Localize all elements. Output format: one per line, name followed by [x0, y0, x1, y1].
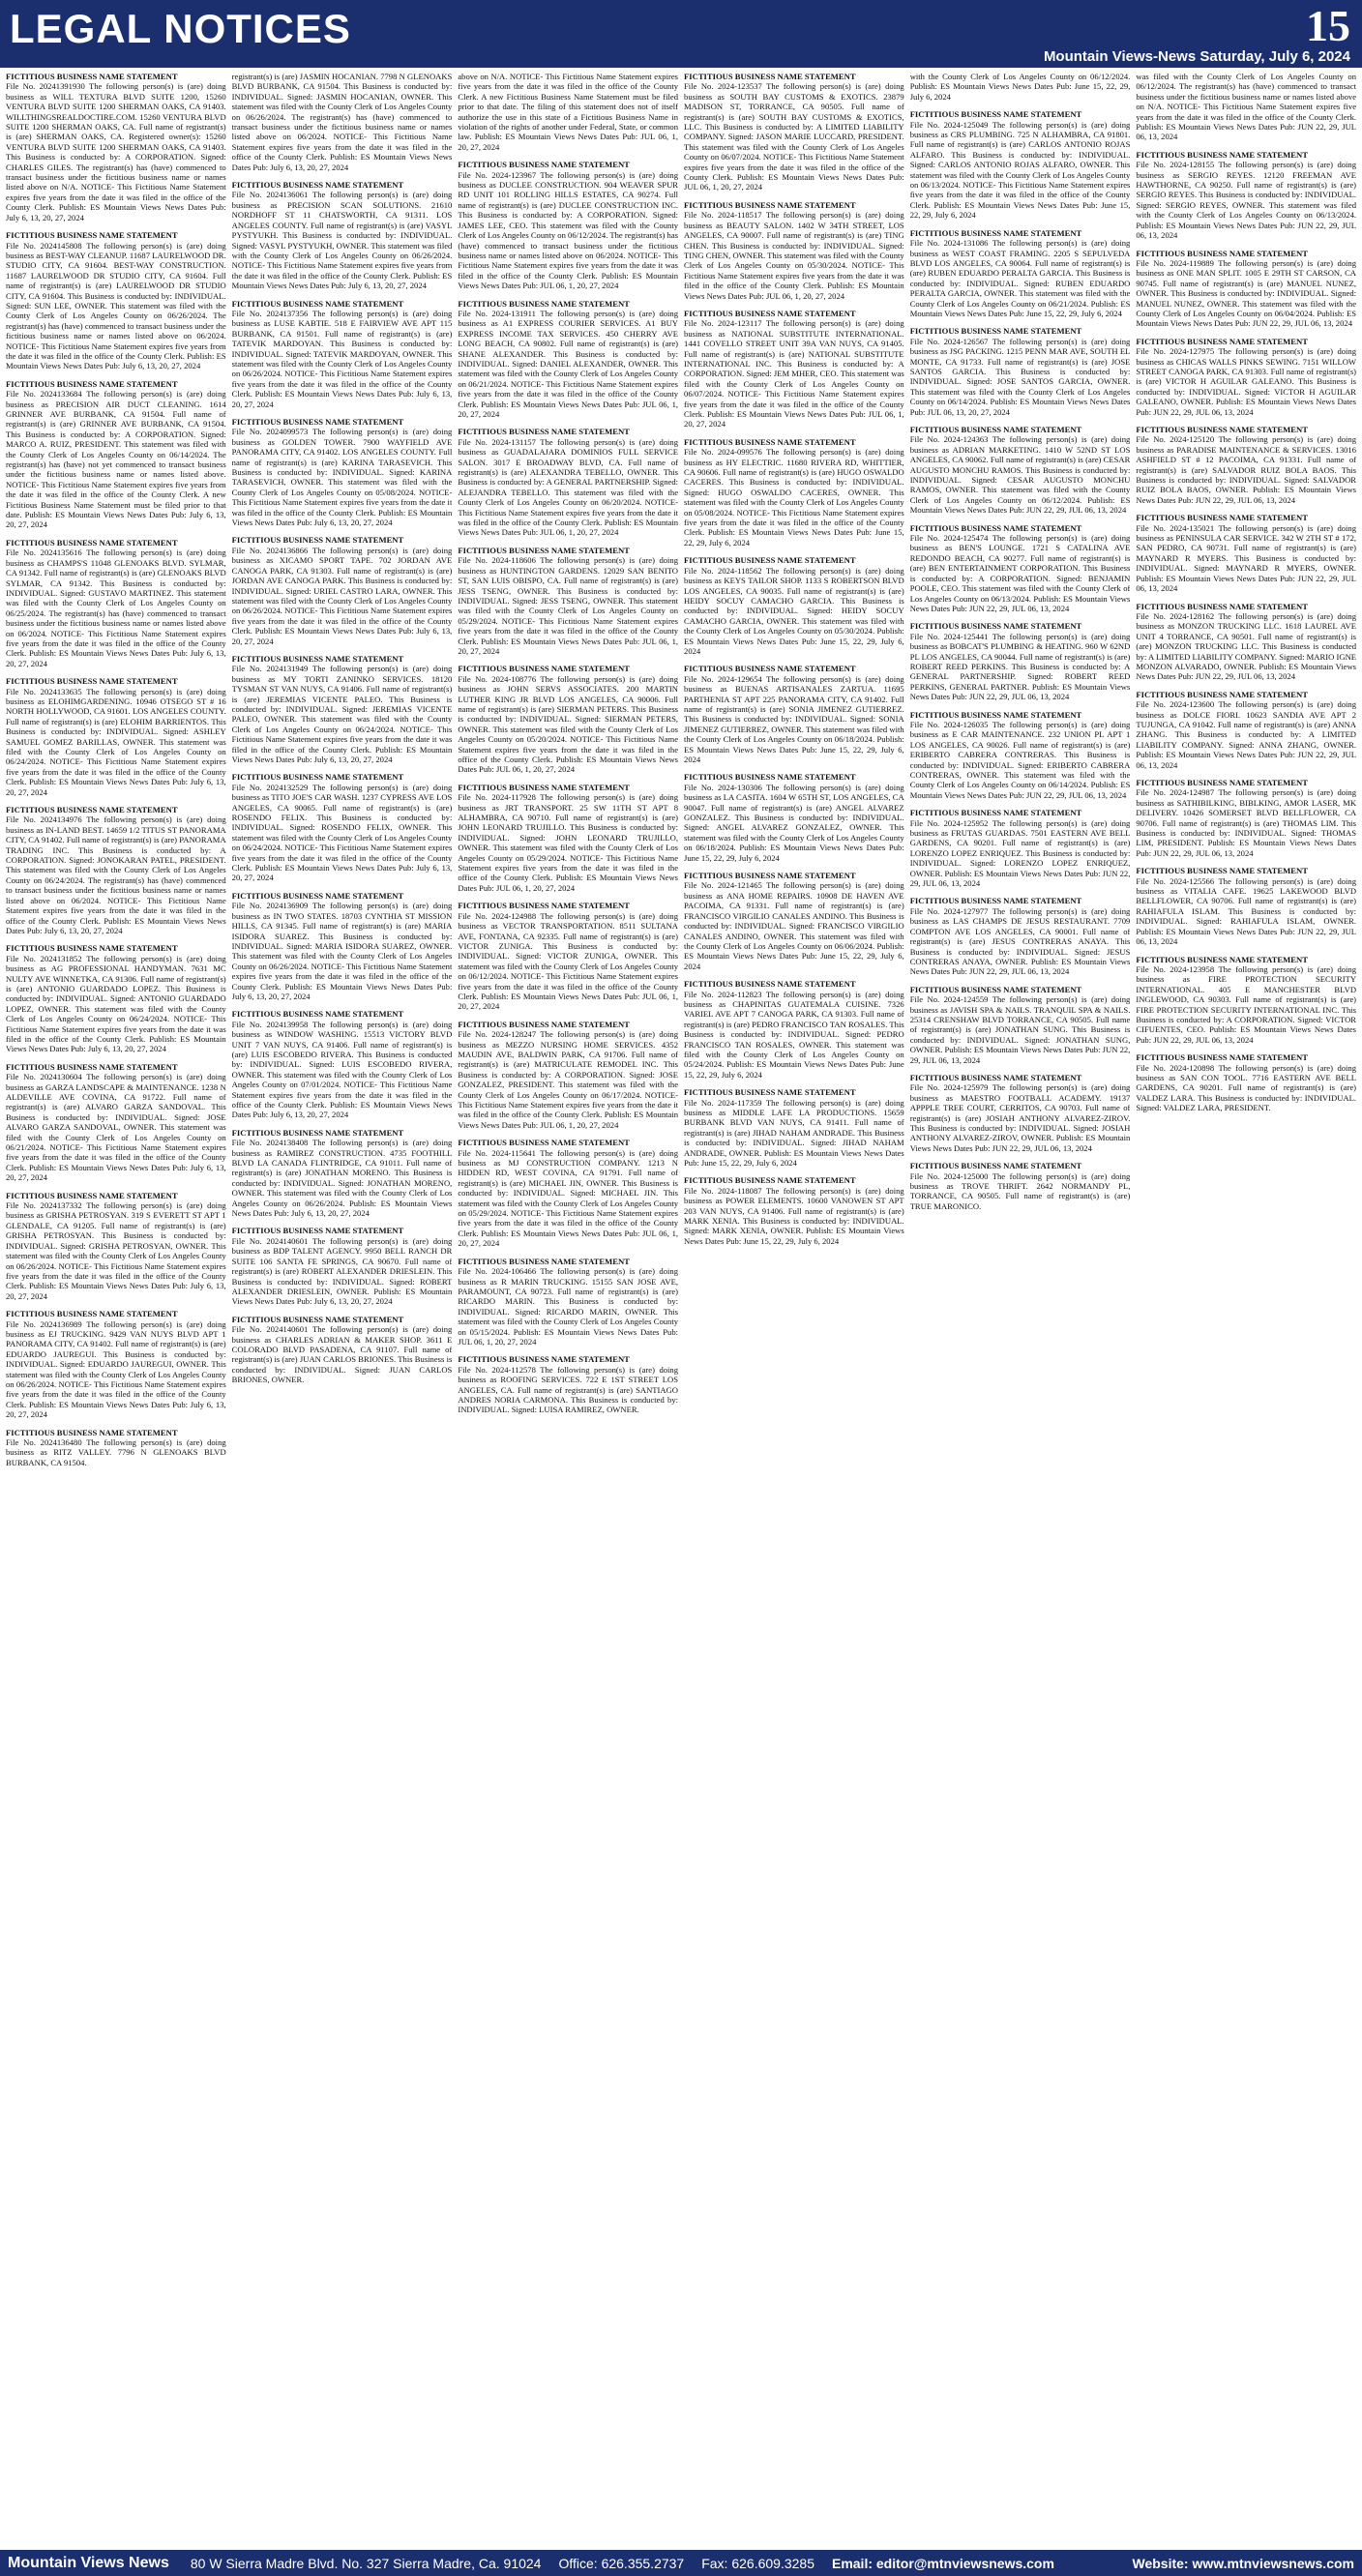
notice-body: File No. 2024099573 The following person(s) is (are) doing business as GOLDEN TOWER. 7900 WAYFIELD AVE PANORAMA CITY, CA 91402. LOS ANGELES COUNTY. Full name of registrant(s) is (are) KARINA TARASEVICH. This Business is conducted by: INDIVIDUAL. Signed: KARINA TARASEVICH, OWNER. This statement was filed with the County Clerk of Los Angeles County on 05/08/2024. NOTICE- This Fictitious Name Statement expires five years from the date it was filed in the office of the County Clerk. Publish: ES Mountain Views News Dates Pub: July 6, 13, 20, 27, 2024 — [231, 427, 453, 528]
notice-title: FICTITIOUS BUSINESS NAME STATEMENT — [6, 1309, 178, 1319]
notice-body: File No. 2024-123537 The following person(s) is (are) doing business as SOUTH BAY CUSTOMS & EXOTICS. 23879 MADISON ST, TORRANCE, CA 90505. Full name of registrant(s) is (are) SOUTH BAY CUSTOMS & EXOTICS, LLC. This Business is conducted by: A LIMITED LIABILITY COMPANY. Signed: JASON MARIE LUCCARD, PRESIDENT. This statement was filed with the County Clerk of Los Angeles County on 06/07/2024. NOTICE- This Fictitious Name Statement expires five years from the date it was filed in the office of the County Clerk. Publish: ES Mountain Views News Dates Pub: JUL 06, 1, 20, 27, 2024 — [684, 81, 904, 192]
legal-notice — [458, 160, 678, 290]
notice-title: FICTITIOUS BUSINESS NAME STATEMENT — [6, 1061, 178, 1072]
legal-notice — [1136, 249, 1356, 329]
legal-notice — [1136, 150, 1356, 241]
notice-title: FICTITIOUS BUSINESS NAME STATEMENT — [909, 808, 1082, 818]
legal-notice — [684, 437, 904, 548]
notice-body: File No. 2024-124988 The following person(s) is (are) doing business as VECTOR TRANSPORTATION. 8511 SULTANA AVE, FONTANA, CA 92335. Full name of registrant(s) is (are) VICTOR ZUNIGA. This Business is conducted by: INDIVIDUAL. Signed: VICTOR ZUNIGA, OWNER. This statement was filed with the County Clerk of Los Angeles County on 06/12/2024. NOTICE- This Fictitious Name Statement expires five years from the date it was filed in the office of the County Clerk. Publish: ES Mountain Views News Dates Pub: JUL 06, 1, 20, 27, 2024 — [458, 910, 679, 1012]
notice-body: File No. 2024136480 The following person(s) is (are) doing business as RITZ VALLEY. 7796 N GLENOAKS BLVD BURBANK, CA 91504. — [6, 1437, 226, 1467]
legal-notice — [684, 772, 904, 863]
legal-notice — [6, 1309, 226, 1419]
notice-title: FICTITIOUS BUSINESS NAME STATEMENT — [684, 1087, 856, 1098]
notice-title: FICTITIOUS BUSINESS NAME STATEMENT — [458, 427, 630, 437]
notice-body: File No. 2024137356 The following person(s) is (are) doing business as LUSE KABTIE. 518 E FAIRVIEW AVE APT 115 BURBANK, CA 91501. Full name of registrant(s) is (are) TATEVIK MARDOYAN. This Business is conducted by: INDIVIDUAL. Signed: TATEVIK MARDOYAN, OWNER. This statement was filed with the County Clerk of Los Angeles County on 06/26/2024. NOTICE- This Fictitious Name Statement expires five years from the date it was filed in the office of the County Clerk. Publish: ES Mountain Views News Dates Pub: July 6, 13, 20, 27, 2024 — [231, 308, 453, 409]
notice-body: File No. 2024136061 The following person(s) is (are) doing business as PRECISION SCAN SOLUTIONS. 21610 NORDHOFF ST 11 CHATSWORTH, CA 91311. LOS ANGELES COUNTY. Full name of registrant(s) is (are) VASYL PYSTYUKH. This Business is conducted by: INDIVIDUAL. Signed: VASYL PYSTYUKH, OWNER. This statement was filed with the County Clerk of Los Angeles County on 06/26/2024. NOTICE- This Fictitious Name Statement expires five years from the date it was filed in the office of the County Clerk. Publish: ES Mountain Views News Dates Pub: July 6, 13, 20, 27, 2024 — [231, 190, 453, 291]
notice-title: FICTITIOUS BUSINESS NAME STATEMENT — [684, 871, 856, 881]
notice-body: File No. 2024-127977 The following person(s) is (are) doing business as LAS CHAMPS DE JESUS RESTAURANT. 7709 COMPTON AVE LOS ANGELES, CA 90001. Full name of registrant(s) is (are) JESUS CONTRERAS ANAYA. This Business is conducted by: INDIVIDUAL. Signed: JESUS CONTRERAS ANAYA, OWNER. Publish: ES Mountain Views News Dates Pub: JUN 22, 29, JUL 06, 13, 2024 — [909, 905, 1131, 977]
notice-title: FICTITIOUS BUSINESS NAME STATEMENT — [6, 676, 178, 687]
notice-title: FICTITIOUS BUSINESS NAME STATEMENT — [909, 896, 1082, 906]
notice-body: File No. 2024-125441 The following person(s) is (are) doing business as BOBCAT'S PLUMBING & HEATING. 960 W 62ND PL LOS ANGELES, CA 90044. Full name of registrant(s) is (are) ROBERT REED PERKINS. This Business is conducted by: A GENERAL PARTNERSHIP. Signed: ROBERT REED PERKINS, GENERAL PARTNER. Publish: ES Mountain Views News Dates Pub: JUN 22, 29, JUL 06, 13, 2024 — [909, 631, 1131, 702]
notice-body: File No. 2024-125979 The following person(s) is (are) doing business as MAESTRO FOOTBALL ACADEMY. 19137 APPPLE TREE COURT, CERRITOS, CA 90703. Full name of registrant(s) is (are) JOSIAH ANTHONY ALVAREZ-ZIROV. This Business is conducted by: INDIVIDUAL. Signed: JOSIAH ANTHONY ALVAREZ-ZIROV, OWNER. Publish: ES Mountain Views News Dates Pub: JUN 22, 29, JUL 06, 13, 2024 — [909, 1082, 1131, 1153]
notice-title: FICTITIOUS BUSINESS NAME STATEMENT — [684, 436, 856, 447]
legal-notice — [232, 1009, 453, 1119]
page-footer — [0, 2550, 1362, 2576]
notice-title: FICTITIOUS BUSINESS NAME STATEMENT — [684, 664, 856, 674]
legal-notice — [910, 425, 1131, 516]
legal-notice — [6, 1062, 226, 1183]
notice-title: FICTITIOUS BUSINESS NAME STATEMENT — [6, 943, 178, 954]
notice-body: File No. 2024-118517 The following person(s) is (are) doing business as BEAUTY SALON. 1402 W 34TH STREET, LOS ANGELES, CA 90007. Full name of registrant(s) is (are) TING CHEN. This Business is conducted by: INDIVIDUAL. Signed: TING CHEN, OWNER. This statement was filed with the County Clerk of Los Angeles County on 05/30/2024. NOTICE- This Fictitious Name Statement expires five years from the date it was filed in the office of the County Clerk. Publish: ES Mountain Views News Dates Pub: JUL 06, 1, 20, 27, 2024 — [684, 210, 904, 301]
notice-body: File No. 2024134976 The following person(s) is (are) doing business as IN-LAND BEST. 14659 1/2 TITUS ST PANORAMA CITY, CA 91402. Full name of registrant(s) is (are) PANORAMA TRADING INC. This Business is conducted by: A CORPORATION. Signed: JONOKARAN PATEL, PRESIDENT. This statement was filed with the County Clerk of Los Angeles County on 06/24/2024. The registrant(s) has (have) commenced to transact business under the fictitious business name or names listed above on 06/2024. NOTICE- This Fictitious Name Statement expires five years from the date it was filed in the office of the County Clerk. Publish: ES Mountain Views News Dates Pub: July 6, 13, 20, 27, 2024 — [6, 814, 226, 935]
section-title: LEGAL NOTICES — [10, 6, 351, 51]
notice-title: FICTITIOUS BUSINESS NAME STATEMENT — [458, 1256, 630, 1266]
notice-title: FICTITIOUS BUSINESS NAME STATEMENT — [909, 109, 1082, 120]
legal-notice — [6, 676, 226, 797]
notice-body: File No. 2024-126035 The following person(s) is (are) doing business as E CAR MAINTENANCE. 232 UNION PL APT 1 LOS ANGELES, CA 90026. Full name of registrant(s) is (are) ERIBERTO CABRERA CONTRERAS. This Business is conducted by: INDIVIDUAL. Signed: ERIBERTO CABRERA CONTRERAS, OWNER. This statement was filed with the County Clerk of Los Angeles County on 06/14/2024. Publish: ES Mountain Views News Dates Pub: JUN 22, 29, JUL 06, 13, 2024 — [909, 719, 1131, 800]
notice-body: with the County Clerk of Los Angeles County on 06/12/2024. Publish: ES Mountain Views News Dates Pub: June 15, 22, 29, July 6, 2024 — [909, 72, 1131, 102]
notice-title: FICTITIOUS BUSINESS NAME STATEMENT — [231, 1009, 404, 1020]
legal-notice — [232, 417, 453, 527]
notice-body: File No. 2024-129654 The following person(s) is (are) doing business as BUENAS ARTISANALES ZARTUA. 11695 PARTHENIA ST APT 225 PANORAMA CITY, CA 91402. Full name of registrant(s) is (are) SONIA JIMENEZ GUTIERREZ. This Business is conducted by: INDIVIDUAL. Signed: SONIA JIMENEZ GUTIERREZ, OWNER. This statement was filed with the County Clerk of Los Angeles County on 06/18/2024. Publish: ES Mountain Views News Dates Pub: June 15, 22, 29, July 6, 2024 — [684, 673, 904, 764]
legal-notice — [1136, 513, 1356, 593]
footer-brand: Mountain Views News — [8, 2554, 169, 2571]
footer-email[interactable]: Email: editor@mtnviewsnews.com — [831, 2555, 1054, 2571]
notice-title: FICTITIOUS BUSINESS NAME STATEMENT — [684, 72, 856, 81]
legal-notice — [458, 664, 678, 774]
notice-body: File No. 2024-123958 The following person(s) is (are) doing business as FIRE PROTECTION SECURITY INTERNATIONAL. 405 E MANCHESTER BLVD INGLEWOOD, CA 90303. Full name of registrant(s) is (are) FIRE PROTECTION SECURITY INTERNATIONAL INC. This Business is conducted by: A CORPORATION. Signed: VICTOR CIFUENTES, CEO. Publish: ES Mountain Views News Dates Pub: JUN 22, 29, JUL 06, 13, 2024 — [1136, 963, 1356, 1045]
legal-notice — [1136, 955, 1356, 1046]
notice-body: File No. 2024-118606 The following person(s) is (are) doing business as HUNTINGTON GARDENS. 12029 SAN BENITO ST, SAN LUIS OBISPO, CA. Full name of registrant(s) is (are) JESS TSENG, OWNER. This Business is conducted by: INDIVIDUAL. Signed: JESS TSENG, OWNER. This statement was filed with the County Clerk of Los Angeles County on 05/29/2024. NOTICE- This Fictitious Name Statement expires five years from the date it was filed in the office of the County Clerk. Publish: ES Mountain Views News Dates Pub: JUL 06, 1, 20, 27, 2024 — [458, 555, 679, 656]
notice-title: FICTITIOUS BUSINESS NAME STATEMENT — [909, 621, 1082, 632]
notice-title: FICTITIOUS BUSINESS NAME STATEMENT — [909, 984, 1082, 994]
notice-title: FICTITIOUS BUSINESS NAME STATEMENT — [6, 72, 178, 81]
notice-body: File No. 2024-121465 The following person(s) is (are) doing business as ANA HOME REPAIRS. 10908 DE HAVEN AVE PACOIMA, CA 91331. Full name of registrant(s) is (are) FRANCISCO VIRGILIO CANALES ANDINO. This Business is conducted by: INDIVIDUAL. Signed: FRANCISCO VIRGILIO CANALES ANDINO, OWNER. This statement was filed with the County Clerk of Los Angeles County on 06/06/2024. Publish: ES Mountain Views News Dates Pub: June 15, 22, 29, July 6, 2024 — [684, 880, 904, 971]
notice-title: FICTITIOUS BUSINESS NAME STATEMENT — [684, 1175, 856, 1186]
legal-notice — [1136, 425, 1356, 505]
notice-title: FICTITIOUS BUSINESS NAME STATEMENT — [1136, 778, 1308, 787]
column-5 — [910, 72, 1131, 2548]
legal-notice — [910, 621, 1131, 701]
notice-title: FICTITIOUS BUSINESS NAME STATEMENT — [1136, 1052, 1308, 1063]
notice-body: File No. 2024130604 The following person(s) is (are) doing business as GARZA LANDSCAPE & MAINTENANCE. 1238 N ALDEVILLE AVE COVINA, CA 91722. Full name of registrant(s) is (are) ALVARO GARZA SANDOVAL. This Business is conducted by: INDIVIDUAL. Signed: JOSE ALVARO GARZA SANDOVAL, OWNER. This statement was filed with the County Clerk of Los Angeles County on 06/21/2024. NOTICE- This Fictitious Name Statement expires five years from the date it was filed in the office of the County Clerk. Publish: ES Mountain Views News Dates Pub: July 6, 13, 20, 27, 2024 — [6, 1072, 226, 1183]
page-header — [0, 0, 1362, 68]
notice-body: File No. 2024-125049 The following person(s) is (are) doing business as CRS PLUMBING. 725 N ALHAMBRA, CA 91801. Full name of registrant(s) is (are) CARLOS ANTONIO ROJAS ALFARO. This Business is conducted by: INDIVIDUAL. Signed: CARLOS ANTONIO ROJAS ALFARO, OWNER. This statement was filed with the County Clerk of Los Angeles County on 06/13/2024. NOTICE- This Fictitious Name Statement expires five years from the date it was filed in the office of the County Clerk. Publish: ES Mountain Views News Dates Pub: June 15, 22, 29, July 6, 2024 — [909, 119, 1131, 221]
notice-title: FICTITIOUS BUSINESS NAME STATEMENT — [909, 709, 1082, 720]
notice-body: File No. 2024-124363 The following person(s) is (are) doing business as ADRIAN MARKETING. 1410 W 52ND ST LOS ANGELES, CA 90062. Full name of registrant(s) is (are) CESAR AUGUSTO MONCHU RAMOS. This Business is conducted by: INDIVIDUAL. Signed: CESAR AUGUSTO MONCHU RAMOS, OWNER. This statement was filed with the County Clerk of Los Angeles County on 06/12/2024. Publish: ES Mountain Views News Dates Pub: JUN 22, 29, JUL 06, 13, 2024 — [909, 434, 1131, 516]
notice-body: File No. 2024-135021 The following person(s) is (are) doing business as PENINSULA CAR SERVICE. 342 W 2TH ST # 172, SAN PEDRO, CA 90731. Full name of registrant(s) is (are) MAYNARD R MYERS. This Business is conducted by: INDIVIDUAL. Signed: MAYNARD R MYERS, OWNER. Publish: ES Mountain Views News Dates Pub: JUN 22, 29, JUL 06, 13, 2024 — [1136, 522, 1356, 594]
notice-body: File No. 2024-125566 The following person(s) is (are) doing business as VITALIA CAFE. 19625 LAKEWOOD BLVD BELLFLOWER, CA 90706. Full name of registrant(s) is (are) RAHIAFULA ISLAM. This Business is conducted by: INDIVIDUAL. Signed: RAHIAFULA ISLAM, OWNER. Publish: ES Mountain Views News Dates Pub: JUN 22, 29, JUL 06, 13, 2024 — [1136, 875, 1356, 947]
notice-body: File No. 2024-115641 The following person(s) is (are) doing business as MJ CONSTRUCTION COMPANY. 1213 N HIDDEN RD, WEST COVINA, CA 91791. Full name of registrant(s) is (are) MICHAEL JIN, OWNER. This Business is conducted by: INDIVIDUAL. Signed: MICHAEL JIN. This statement was filed with the County Clerk of Los Angeles County on 05/29/2024. NOTICE- This Fictitious Name Statement expires five years from the date it was filed in the office of the County Clerk. Publish: ES Mountain Views News Dates Pub: JUL 06, 1, 20, 27, 2024 — [458, 1147, 679, 1249]
footer-fax: Fax: 626.609.3285 — [701, 2555, 814, 2571]
column-6 — [1136, 72, 1356, 2548]
notice-body: File No. 2024-128247 The following person(s) is (are) doing business as MEZZO NURSING HOME SERVICES. 4352 MAUDIN AVE, BALDWIN PARK, CA 91706. Full name of registrant(s) is (are) MATRICULATE REMODEL INC. This Business is conducted by: A CORPORATION. Signed: JOSE GONZALEZ, PRESIDENT. This statement was filed with the County Clerk of Los Angeles County on 06/17/2024. NOTICE- This Fictitious Name Statement expires five years from the date it was filed in the office of the County Clerk. Publish: ES Mountain Views News Dates Pub: JUL 06, 1, 20, 27, 2024 — [458, 1029, 679, 1130]
legal-notice — [910, 109, 1131, 220]
legal-notice — [458, 72, 678, 152]
legal-notice — [684, 1175, 904, 1246]
legal-notice — [232, 1226, 453, 1306]
notice-title: FICTITIOUS BUSINESS NAME STATEMENT — [458, 298, 630, 309]
notice-body: File No. 2024-131911 The following person(s) is (are) doing business as A1 EXPRESS COURIER SERVICES. A1 BUY EXPRESS INCOME TAX SERVICES. 450 CHERRY AVE LONG BEACH, CA 90802. Full name of registrant(s) is (are) SHANE ALEXANDER. This Business is conducted by: INDIVIDUAL. Signed: DANIEL ALEXANDER, OWNER. This statement was filed with the County Clerk of Los Angeles County on 06/21/2024. NOTICE- This Fictitious Name Statement expires five years from the date it was filed in the office of the County Clerk. Publish: ES Mountain Views News Dates Pub: JUL 06, 1, 20, 27, 2024 — [458, 308, 679, 419]
legal-notice — [458, 901, 678, 1011]
notice-body: File No. 2024132529 The following person(s) is (are) doing business as TITO JOE'S CAR WASH. 1237 CYPRESS AVE LOS ANGELES, CA 90065. Full name of registrant(s) is (are) ROSENDO FELIX. This Business is conducted by: INDIVIDUAL. Signed: ROSENDO FELIX, OWNER. This statement was filed with the County Clerk of Los Angeles County on 06/24/2024. NOTICE- This Fictitious Name Statement expires five years from the date it was filed in the office of the County Clerk. Publish: ES Mountain Views News Dates Pub: July 6, 13, 20, 27, 2024 — [231, 782, 453, 883]
notice-body: File No. 2024-119889 The following person(s) is (are) doing business as ONE MAN SPLIT. 1005 E 29TH ST CARSON, CA 90745. Full name of registrant(s) is (are) MANUEL NUNEZ, OWNER. This Business is conducted by: INDIVIDUAL. Signed: MANUEL NUNEZ, OWNER. This statement was filed with the County Clerk of Los Angeles County on 06/04/2024. Publish: ES Mountain Views News Dates Pub: JUN 22, 29, JUL 06, 13, 2024 — [1136, 257, 1356, 329]
legal-notice — [232, 299, 453, 409]
legal-notice — [684, 200, 904, 301]
notice-body: above on N/A. NOTICE- This Fictitious Name Statement expires five years from the date it was filed in the office of the County Clerk. A new Fictitious Business Name Statement must be filed prior to that date. The filing of this statement does not of itself authorize the use in this state of a Fictitious Business Name in violation of the rights of another under Federal, State, or common law. Publish: ES Mountain Views News Dates Pub: JUL 06, 1, 20, 27, 2024 — [458, 72, 679, 152]
legal-notice — [232, 180, 453, 290]
legal-notice — [6, 230, 226, 371]
notice-title: FICTITIOUS BUSINESS NAME STATEMENT — [231, 1226, 404, 1236]
legal-notice — [684, 664, 904, 764]
notice-title: FICTITIOUS BUSINESS NAME STATEMENT — [231, 1314, 404, 1324]
legal-notice — [910, 1161, 1131, 1211]
notice-title: FICTITIOUS BUSINESS NAME STATEMENT — [458, 901, 630, 911]
legal-notice — [458, 1138, 678, 1248]
notice-columns — [6, 72, 1356, 2548]
notice-body: File No. 2024-131086 The following person(s) is (are) doing business as WEST COAST FRAMING. 2205 S SEPULVEDA BLVD LOS ANGELES, CA 90064. Full name of registrant(s) is (are) RUBEN EDUARDO PERALTA GARCIA. This Business is conducted by: INDIVIDUAL. Signed: RUBEN EDUARDO PERALTA GARCIA, OWNER. This statement was filed with the County Clerk of Los Angeles County on 06/21/2024. Publish: ES Mountain Views News Dates Pub: June 15, 22, 29, July 6, 2024 — [909, 238, 1131, 318]
notice-title: FICTITIOUS BUSINESS NAME STATEMENT — [231, 772, 404, 783]
legal-notice — [458, 546, 678, 656]
legal-notice — [1136, 72, 1356, 142]
notice-title: FICTITIOUS BUSINESS NAME STATEMENT — [1136, 149, 1308, 160]
legal-notice — [458, 1257, 678, 1347]
notice-body: File No. 2024-125120 The following person(s) is (are) doing business as PARADISE MAINTENANCE & SERVICES. 13016 ASHFIELD ST # 12 PACOIMA, CA 91331. Full name of registrant(s) is (are) SALVADOR RUIZ BOLA BAOS. This Business is conducted by: INDIVIDUAL. Signed: SALVADOR RUIZ BOLA BAOS, OWNER. Publish: ES Mountain Views News Dates Pub: JUN 22, 29, JUL 06, 13, 2024 — [1136, 434, 1356, 505]
notice-body: File No. 2024-106466 The following person(s) is (are) doing business as R MARIN TRUCKING. 15155 SAN JOSE AVE, PARAMOUNT, CA 90723. Full name of registrant(s) is (are) RICARDO MARIN. This Business is conducted by: INDIVIDUAL. Signed: RICARDO MARIN, OWNER. This statement was filed with the County Clerk of Los Angeles County on 05/15/2024. Publish: ES Mountain Views News Dates Pub: JUL 06, 1, 20, 27, 2024 — [458, 1266, 679, 1347]
notice-title: FICTITIOUS BUSINESS NAME STATEMENT — [231, 180, 404, 191]
legal-notice — [1136, 602, 1356, 682]
notice-title: FICTITIOUS BUSINESS NAME STATEMENT — [231, 1127, 404, 1138]
notice-body: registrant(s) is (are) JASMIN HOCANIAN. 7798 N GLENOAKS BLVD BURBANK, CA 91504. This Business is conducted by: INDIVIDUAL. Signed: JASMIN HOCANIAN, OWNER. This statement was filed with the County Clerk of Los Angeles County on 06/26/2024. The registrant(s) has (have) commenced to transact business under the fictitious business name or names listed above on 06/2024. NOTICE- This Fictitious Name Statement expires five years from the date it was filed in the office of the County Clerk. Publish: ES Mountain Views News Dates Pub: July 6, 13, 20, 27, 2024 — [231, 72, 453, 172]
notice-title: FICTITIOUS BUSINESS NAME STATEMENT — [1136, 248, 1308, 258]
legal-notice — [1136, 337, 1356, 417]
legal-notice — [6, 72, 226, 222]
notice-title: FICTITIOUS BUSINESS NAME STATEMENT — [684, 199, 856, 210]
legal-notice — [232, 891, 453, 1001]
notice-body: File No. 2024136909 The following person(s) is (are) doing business as IN TWO STATES. 18703 CYNTHIA ST MISSION HILLS, CA 91345. Full name of registrant(s) is (are) MARIA ISIDORA SUAREZ. This Business is conducted by: INDIVIDUAL. Signed: MARIA ISIDORA SUAREZ, OWNER. This statement was filed with the County Clerk of Los Angeles County on 06/26/2024. NOTICE- This Fictitious Name Statement expires five years from the date it was filed in the office of the County Clerk. Publish: ES Mountain Views News Dates Pub: July 6, 13, 20, 27, 2024 — [231, 901, 453, 1001]
notice-title: FICTITIOUS BUSINESS NAME STATEMENT — [6, 230, 178, 241]
column-3 — [458, 72, 678, 2548]
footer-office: Office: 626.355.2737 — [558, 2555, 685, 2571]
notice-title: FICTITIOUS BUSINESS NAME STATEMENT — [231, 417, 404, 427]
notice-body: File No. 2024-123967 The following person(s) is (are) doing business as DUCLEE CONSTRUCTION. 904 WEAVER SPUR RD UNIT 101 ROLLING HILLS ESTATES, CA 90274. Full name of registrant(s) is (are) DUCLEE CONSTRUCTION INC. This Business is conducted by: A CORPORATION. Signed: JAMES LEE, CEO. This statement was filed with the County Clerk of Los Angeles County on 06/12/2024. The registrant(s) has (have) commenced to transact business under the fictitious business name or names listed above on 06/2024. NOTICE- This Fictitious Name Statement expires five years from the date it was filed in the office of the County Clerk. Publish: ES Mountain Views News Dates Pub: JUL 06, 1, 20, 27, 2024 — [458, 169, 679, 291]
page-number: 15 — [1306, 1, 1350, 50]
legal-notice — [6, 379, 226, 530]
notice-title: FICTITIOUS BUSINESS NAME STATEMENT — [6, 378, 178, 389]
notice-body: File No. 2024131949 The following person(s) is (are) doing business as MY TORTI ZANINKO SERVICES. 18120 TYSMAN ST VAN NUYS, CA 91406. Full name of registrant(s) is (are) JEREMIAS VICENTE PALEO. This Business is conducted by: INDIVIDUAL. Signed: JEREMIAS VICENTE PALEO, OWNER. This statement was filed with the County Clerk of Los Angeles County on 06/24/2024. NOTICE- This Fictitious Name Statement expires five years from the date it was filed in the office of the County Clerk. Publish: ES Mountain Views News Dates Pub: July 6, 13, 20, 27, 2024 — [231, 664, 453, 764]
legal-notice — [232, 535, 453, 645]
notice-body: File No. 2024-125000 The following person(s) is (are) doing business as TROVE THRIFT. 2642 NORMANDY PL, TORRANCE, CA 90505. Full name of registrant(s) is (are) TRUE MARONICO. — [909, 1170, 1131, 1211]
column-2 — [232, 72, 453, 2548]
notice-title: FICTITIOUS BUSINESS NAME STATEMENT — [909, 326, 1082, 337]
legal-notice — [1136, 1052, 1356, 1112]
notice-body: File No. 2024-127975 The following person(s) is (are) doing business as CHICAS WALLS PINKS SEWING. 7151 WILLOW STREET CANOGA PARK, CA 91303. Full name of registrant(s) is (are) VICTOR H AGUILAR GALEANO. This Business is conducted by: INDIVIDUAL. Signed: VICTOR H AGUILAR GALEANO, OWNER. Publish: ES Mountain Views News Dates Pub: JUN 22, 29, JUL 06, 13, 2024 — [1136, 346, 1356, 417]
legal-notice — [1136, 778, 1356, 858]
column-4 — [684, 72, 904, 2548]
footer-website[interactable]: Website: www.mtnviewsnews.com — [1132, 2555, 1354, 2571]
notice-title: FICTITIOUS BUSINESS NAME STATEMENT — [6, 1427, 178, 1437]
notice-title: FICTITIOUS BUSINESS NAME STATEMENT — [1136, 954, 1308, 964]
notice-body: File No. 2024-118087 The following person(s) is (are) doing business as POWER ELEMENTS. 10600 VANOWEN ST APT 203 VAN NUYS, CA 91406. Full name of registrant(s) is (are) MARK XENIA. This Business is conducted by: INDIVIDUAL. Signed: MARK XENIA, OWNER. Publish: ES Mountain Views News Dates Pub: June 15, 22, 29, July 6, 2024 — [684, 1185, 904, 1246]
notice-body: File No. 2024136989 The following person(s) is (are) doing business as EJ TRUCKING. 9429 VAN NUYS BLVD APT 1 PANORAMA CITY, CA 91402. Full name of registrant(s) is (are) EDUARDO JAUREGUI. This Business is conducted by: INDIVIDUAL. Signed: EDUARDO JAUREGUI, OWNER. This statement was filed with the County Clerk of Los Angeles County on 06/26/2024. NOTICE- This Fictitious Name Statement expires five years from the date it was filed in the office of the County Clerk. Publish: ES Mountain Views News Dates Pub: July 6, 13, 20, 27, 2024 — [6, 1318, 226, 1420]
notice-body: File No. 2024136866 The following person(s) is (are) doing business as XICAMO SPORT TAPE. 702 JORDAN AVE CANOGA PARK, CA 91303. Full name of registrant(s) is (are) JORDAN AVE CANOGA PARK. This Business is conducted by: INDIVIDUAL. Signed: URIEL CASTRO LARA, OWNER. This statement was filed with the County Clerk of Los Angeles County on 06/26/2024. NOTICE- This Fictitious Name Statement expires five years from the date it was filed in the office of the County Clerk. Publish: ES Mountain Views News Dates Pub: July 6, 13, 20, 27, 2024 — [231, 545, 453, 646]
notice-title: FICTITIOUS BUSINESS NAME STATEMENT — [458, 160, 630, 170]
notice-body: File No. 2024-123600 The following person(s) is (are) doing business as DOLCE FIORI. 10623 SANDIA AVE APT 2 TUJUNGA, CA 91042. Full name of registrant(s) is (are) ANNA ZHANG. This Business is conducted by: A LIMITED LIABILITY COMPANY. Signed: ANNA ZHANG, OWNER. Publish: ES Mountain Views News Dates Pub: JUN 22, 29, JUL 06, 13, 2024 — [1136, 699, 1356, 770]
legal-notice — [684, 555, 904, 656]
legal-notice — [232, 654, 453, 764]
legal-notice — [910, 896, 1131, 976]
notice-body: was filed with the County Clerk of Los Angeles County on 06/12/2024. The registrant(s) has (have) commenced to transact business under the fictitious business name or names listed above on N/A. NOTICE- This Fictitious Name Statement expires five years from the date it was filed in the office of the County Clerk. Publish: ES Mountain Views News Dates Pub: JUN 22, 29, JUL 06, 13, 2024 — [1136, 72, 1356, 142]
notice-body: File No. 2024-112578 The following person(s) is (are) doing business as ROOFING SERVICES. 722 E 1ST STREET LOS ANGELES, CA. Full name of registrant(s) is (are) SANTIAGO ANDRES NORIA CARMONA. This Business is conducted by: INDIVIDUAL. Signed: LUISA RAMIREZ, OWNER. — [458, 1364, 679, 1415]
notice-body: File No. 2024-125474 The following person(s) is (are) doing business as BEN'S LOUNGE. 1721 S CATALINA AVE REDONDO BEACH, CA 90277. Full name of registrant(s) is (are) BEN ENTERTAINMENT CORPORATION. This Business is conducted by: A CORPORATION. Signed: BENJAMIN POOLE, CEO. This statement was filed with the County Clerk of Los Angeles County on 06/13/2024. Publish: ES Mountain Views News Dates Pub: JUN 22, 29, JUL 06, 13, 2024 — [909, 533, 1131, 613]
notice-body: File No. 2024140601 The following person(s) is (are) doing business as BDP TALENT AGENCY. 9950 BELL RANCH DR SUITE 106 SANTA FE SPRINGS, CA 90670. Full name of registrant(s) is (are) ROBERT ALEXANDER DRIESLEIN. This Business is conducted by: INDIVIDUAL. Signed: ROBERT ALEXANDER DRIESLEIN, OWNER. Publish: ES Mountain Views News Dates Pub: July 6, 13, 20, 27, 2024 — [231, 1235, 453, 1307]
notice-body: File No. 2024145808 The following person(s) is (are) doing business as BEST-WAY CLEANUP. 11687 LAURELWOOD DR. STUDIO CITY, CA 91604. BEST-WAY CONSTRUCTION. 11687 LAURELWOOD DR STUDIO CITY, CA 91604. Full name of registrant(s) is (are) LAURELWOOD DR STUDIO CITY, CA 91604. This Business is conducted by: INDIVIDUAL. Signed: SUN LEE, OWNER. This statement was filed with the County Clerk of Los Angeles County on 06/26/2024. The registrant(s) has (have) commenced to transact business under the fictitious business name or names listed above on 06/2024. NOTICE- This Fictitious Name Statement expires five years from the date it was filed in the office of the County Clerk. Publish: ES Mountain Views News Dates Pub: July 6, 13, 20, 27, 2024 — [6, 240, 226, 371]
legal-notice — [6, 1191, 226, 1301]
notice-title: FICTITIOUS BUSINESS NAME STATEMENT — [1136, 513, 1308, 523]
legal-notice — [910, 72, 1131, 102]
notice-title: FICTITIOUS BUSINESS NAME STATEMENT — [684, 772, 856, 783]
notice-body: File No. 2024135616 The following person(s) is (are) doing business as CHAMPS'S 11048 GLENOAKS BLVD. SYLMAR, CA 91342. Full name of registrant(s) is (are) GLENOAKS BLVD SYLMAR, CA 91342. This Business is conducted by: INDIVIDUAL. Signed: GUSTAVO MARTINEZ. This statement was filed with the County Clerk of Los Angeles County on 06/25/2024. The registrant(s) has (have) commenced to transact business under the fictitious business name or names listed above on 06/2024. NOTICE- This Fictitious Name Statement expires five years from the date it was filed in the office of the County Clerk. Publish: ES Mountain Views News Dates Pub: July 6, 13, 20, 27, 2024 — [6, 548, 226, 668]
notice-body: File No. 2024-124987 The following person(s) is (are) doing business as SATHIBILKING, BIBLKING, AMOR LASER, MK DELIVERY. 10426 SOMERSET BLVD BELLFLOWER, CA 90706. Full name of registrant(s) is (are) THOMAS LIM. This Business is conducted by: INDIVIDUAL. Signed: THOMAS LIM, PRESIDENT. Publish: ES Mountain Views News Dates Pub: JUN 22, 29, JUL 06, 13, 2024 — [1136, 787, 1356, 858]
notice-title: FICTITIOUS BUSINESS NAME STATEMENT — [231, 298, 404, 309]
notice-title: FICTITIOUS BUSINESS NAME STATEMENT — [6, 805, 178, 815]
legal-notice — [684, 1087, 904, 1168]
notice-title: FICTITIOUS BUSINESS NAME STATEMENT — [909, 1072, 1082, 1082]
notice-title: FICTITIOUS BUSINESS NAME STATEMENT — [1136, 689, 1308, 699]
legal-notice — [458, 1354, 678, 1414]
notice-title: FICTITIOUS BUSINESS NAME STATEMENT — [231, 890, 404, 901]
notice-body: File No. 2024-125952 The following person(s) is (are) doing business as FRUTAS GUARDAS. 7501 EASTERN AVE BELL GARDENS, CA 90201. Full name of registrant(s) is (are) LORENZO LOPEZ ENRIQUEZ. This Business is conducted by: INDIVIDUAL. Signed: LORENZO LOPEZ ENRIQUEZ, OWNER. Publish: ES Mountain Views News Dates Pub: JUN 22, 29, JUL 06, 13, 2024 — [909, 817, 1131, 889]
notice-body: File No. 2024137332 The following person(s) is (are) doing business as GRISHA PETROSYAN. 319 S EVERETT ST APT 1 GLENDALE, CA 91205. Full name of registrant(s) is (are) GRISHA PETROSYAN. This Business is conducted by: INDIVIDUAL. Signed: GRISHA PETROSYAN, OWNER. This statement was filed with the County Clerk of Los Angeles County on 06/26/2024. NOTICE- This Fictitious Name Statement expires five years from the date it was filed in the office of the County Clerk. Publish: ES Mountain Views News Dates Pub: July 6, 13, 20, 27, 2024 — [6, 1200, 226, 1301]
notice-body: File No. 2024-124559 The following person(s) is (are) doing business as JAVISH SPA & NAILS. TRANQUIL SPA & NAILS. 25314 CRENSHAW BLVD TORRANCE, CA 90505. Full name of registrant(s) is (are) JONATHAN SUNG. This Business is conducted by: INDIVIDUAL. Signed: JONATHAN SUNG, OWNER. Publish: ES Mountain Views News Dates Pub: JUN 22, 29, JUL 06, 13, 2024 — [909, 994, 1131, 1065]
notice-title: FICTITIOUS BUSINESS NAME STATEMENT — [6, 1190, 178, 1200]
legal-notice — [458, 299, 678, 420]
notice-title: FICTITIOUS BUSINESS NAME STATEMENT — [909, 522, 1082, 533]
legal-notice — [232, 1315, 453, 1385]
notice-body: File No. 2024139958 The following person(s) is (are) doing business as WINDOW WASHING. 15513 VICTORY BLVD UNIT 7 VAN NUYS, CA 91406. Full name of registrant(s) is (are) LUIS ESCOBEDO RIVERA. This Business is conducted by: INDIVIDUAL. Signed: LUIS ESCOBEDO RIVERA, OWNER. This statement was filed with the County Clerk of Los Angeles County on 07/01/2024. NOTICE- This Fictitious Name Statement expires five years from the date it was filed in the office of the County Clerk. Publish: ES Mountain Views News Dates Pub: July 6, 13, 20, 27, 2024 — [231, 1019, 453, 1120]
notice-title: FICTITIOUS BUSINESS NAME STATEMENT — [458, 1354, 630, 1365]
legal-notice — [910, 1073, 1131, 1153]
notice-body: File No. 2024-112823 The following person(s) is (are) doing business as CHAPINITAS GUATEMALA CUISINE. 7326 VARIEL AVE APT 7 CANOGA PARK, CA 91303. Full name of registrant(s) is (are) PEDRO FRANCISCO TAN ROSALES. This Business is conducted by: INDIVIDUAL. Signed: PEDRO FRANCISCO TAN ROSALES, OWNER. This statement was filed with the County Clerk of Los Angeles County on 05/24/2024. Publish: ES Mountain Views News Dates Pub: June 15, 22, 29, July 6, 2024 — [684, 989, 904, 1080]
notice-body: File No. 2024-128162 The following person(s) is (are) doing business as MONZON TRUCKING LLC. 1618 LAUREL AVE UNIT 4 TORRANCE, CA 90501. Full name of registrant(s) is (are) MONZON TRUCKING LLC. This Business is conducted by: A LIMITED LIABILITY COMPANY. Signed: MARIO IGNE MONZON ALVARADO, OWNER. Publish: ES Mountain Views News Dates Pub: JUN 22, 29, JUL 06, 13, 2024 — [1136, 610, 1356, 682]
notice-body: File No. 2024140601 The following person(s) is (are) doing business as CHARLES ADRIAN & MAKER SHOP. 3611 E COLORADO BLVD PASADENA, CA 91107. Full name of registrant(s) is (are) JUAN CARLOS BRIONES. This Business is conducted by: INDIVIDUAL. Signed: JUAN CARLOS BRIONES, OWNER. — [231, 1324, 453, 1385]
notice-body: File No. 2024-117359 The following person(s) is (are) doing business as MIDDLE LAFE LA PRODUCTIONS. 15659 BURBANK BLVD VAN NUYS, CA 91411. Full name of registrant(s) is (are) JIHAD NAHAM ANDRADE. This Business is conducted by: INDIVIDUAL. Signed: JIHAD NAHAM ANDRADE, OWNER. Publish: ES Mountain Views News Dates Pub: June 15, 22, 29, July 6, 2024 — [684, 1097, 904, 1169]
legal-notice — [232, 1128, 453, 1219]
notice-body: File No. 20241391930 The following person(s) is (are) doing business as WILL TEXTURA BLVD SUITE 1200, 15260 VENTURA BLVD SUITE 1200 SHERMAN OAKS, CA 91403. WILLTHINGSREALDOCTIRE.COM. 15260 VENTURA BLVD SUITE 1200 SHERMAN OAKS, CA. Full name of registrant(s) is (are) SHERMAN OAKS, CA. Registered owner(s): 15260 VENTURA BLVD SUITE 1200 SHERMAN OAKS, CA 91403. This Business is conducted by: A CORPORATION. Signed: CHARLES GILES. The registrant(s) has (have) commenced to transact business under the fictitious business name or names listed above on N/A. NOTICE- This Fictitious Name Statement expires five years from the date it was filed in the office of the County Clerk. Publish: ES Mountain Views News Dates Pub: July 6, 13, 20, 27, 2024 — [6, 81, 226, 222]
legal-notice — [6, 805, 226, 935]
notice-title: FICTITIOUS BUSINESS NAME STATEMENT — [684, 555, 856, 566]
notice-title: FICTITIOUS BUSINESS NAME STATEMENT — [458, 1019, 630, 1029]
footer-address: 80 W Sierra Madre Blvd. No. 327 Sierra Madre, Ca. 91024 — [190, 2555, 542, 2571]
notice-body: File No. 2024-108776 The following person(s) is (are) doing business as JOHN SERVS ASSOCIATES. 200 MARTIN LUTHER KING JR BLVD LOS ANGELES, CA 90006. Full name of registrant(s) is (are) SIERMAN PETERS. This Business is conducted by: INDIVIDUAL. Signed: SIERMAN PETERS, OWNER. This statement was filed with the County Clerk of Los Angeles County on 05/20/2024. NOTICE- This Fictitious Name Statement expires five years from the date it was filed in the office of the County Clerk. Publish: ES Mountain Views News Dates Pub: JUL 06, 1, 20, 27, 2024 — [458, 673, 679, 775]
notice-title: FICTITIOUS BUSINESS NAME STATEMENT — [1136, 866, 1308, 876]
legal-notice — [1136, 866, 1356, 946]
legal-notice — [684, 309, 904, 429]
legal-notice — [684, 979, 904, 1080]
legal-notice — [232, 72, 453, 172]
legal-notice — [910, 523, 1131, 614]
notice-body: File No. 2024138408 The following person(s) is (are) doing business as RAMIREZ CONSTRUCTION. 4735 FOOTHILL BLVD LA CANADA FLINTRIDGE, CA 91011. Full name of registrant(s) is (are) JONATHAN MORENO. This Business is conducted by: INDIVIDUAL. Signed: JONATHAN MORENO, OWNER. This statement was filed with the County Clerk of Los Angeles County on 06/26/2024. Publish: ES Mountain Views News Dates Pub: July 6, 13, 20, 27, 2024 — [231, 1138, 453, 1219]
notice-title: FICTITIOUS BUSINESS NAME STATEMENT — [909, 425, 1082, 434]
notice-title: FICTITIOUS BUSINESS NAME STATEMENT — [909, 1161, 1082, 1171]
notice-title: FICTITIOUS BUSINESS NAME STATEMENT — [1136, 601, 1308, 611]
notice-title: FICTITIOUS BUSINESS NAME STATEMENT — [909, 227, 1082, 238]
legal-notice — [6, 943, 226, 1053]
notice-body: File No. 2024-123117 The following person(s) is (are) doing business as NATIONAL SUBSTITUTE INTERNATIONAL. 1441 COVELLO STREET UNIT 39A VAN NUYS, CA 91405. Full name of registrant(s) is (are) NATIONAL SUBSTITUTE INTERNATIONAL INC. This Business is conducted by: A CORPORATION. Signed: JEM MHER, CEO. This statement was filed with the County Clerk of Los Angeles County on 06/07/2024. NOTICE- This Fictitious Name Statement expires five years from the date it was filed in the office of the County Clerk. Publish: ES Mountain Views News Dates Pub: JUL 06, 1, 20, 27, 2024 — [684, 318, 904, 429]
notice-body: File No. 2024-128155 The following person(s) is (are) doing business as SERGIO REYES. 12120 FREEMAN AVE HAWTHORNE, CA 90250. Full name of registrant(s) is (are) SERGIO REYES. This Business is conducted by: INDIVIDUAL. Signed: SERGIO REYES, OWNER. This statement was filed with the County Clerk of Los Angeles County on 06/13/2024. Publish: ES Mountain Views News Dates Pub: JUN 22, 29, JUL 06, 13, 2024 — [1136, 160, 1356, 241]
notice-title: FICTITIOUS BUSINESS NAME STATEMENT — [684, 979, 856, 990]
notice-body: File No. 2024-130306 The following person(s) is (are) doing business as LA CASITA. 1604 W 65TH ST, LOS ANGELES, CA 90047. Full name of registrant(s) is (are) ANGEL ALVAREZ GONZALEZ. This Business is conducted by: INDIVIDUAL. Signed: ANGEL ALVAREZ GONZALEZ, OWNER. This statement was filed with the County Clerk of Los Angeles County on 06/18/2024. Publish: ES Mountain Views News Dates Pub: June 15, 22, 29, July 6, 2024 — [684, 782, 904, 863]
notice-title: FICTITIOUS BUSINESS NAME STATEMENT — [1136, 336, 1308, 346]
notice-body: File No. 2024133635 The following person(s) is (are) doing business as ELOHIMGARDENING. 10946 OTSEGO ST # 16 NORTH HOLLYWOOD, CA 91601. LOS ANGELES COUNTY. Full name of registrant(s) is (are) ELOHIM BARRIENTOS. This Business is conducted by: INDIVIDUAL. Signed: ASHLEY SAMUEL GOMEZ BARILLAS, OWNER. This statement was filed with the County Clerk of Los Angeles County on 06/24/2024. NOTICE- This Fictitious Name Statement expires five years from the date it was filed in the office of the County Clerk. Publish: ES Mountain Views News Dates Pub: July 6, 13, 20, 27, 2024 — [6, 686, 226, 797]
legal-notice — [458, 427, 678, 537]
notice-title: FICTITIOUS BUSINESS NAME STATEMENT — [458, 782, 630, 792]
legal-notice — [684, 72, 904, 192]
notice-title: FICTITIOUS BUSINESS NAME STATEMENT — [1136, 425, 1308, 434]
notice-body: File No. 2024-120898 The following person(s) is (are) doing business as SAN CON TOOL. 7716 EASTERN AVE BELL GARDENS, CA 90201. Full name of registrant(s) is (are) VALDEZ LARA. This Business is conducted by: INDIVIDUAL. Signed: VALDEZ LARA, PRESIDENT. — [1136, 1062, 1356, 1113]
notice-title: FICTITIOUS BUSINESS NAME STATEMENT — [684, 308, 856, 318]
masthead-date: Mountain Views-News Saturday, July 6, 2024 — [1043, 48, 1350, 65]
legal-notice — [6, 538, 226, 668]
legal-notice — [458, 1020, 678, 1130]
legal-notice — [910, 808, 1131, 888]
notice-title: FICTITIOUS BUSINESS NAME STATEMENT — [231, 535, 404, 546]
legal-notice — [910, 710, 1131, 801]
notice-body: File No. 2024133684 The following person(s) is (are) doing business as PRECISION AIR DUCT CLEANING. 1614 GRINNER AVE BURBANK, CA 91504. Full name of registrant(s) is (are) GRINNER AVE BURBANK, CA 91504. This Business is conducted by: A CORPORATION. Signed: MARCO A. RUIZ, PRESIDENT. This statement was filed with the County Clerk of Los Angeles County on 06/14/2024. The registrant(s) has (have) not yet commenced to transact business under the fictitious business name or names listed above. NOTICE- This Fictitious Name Statement expires five years from the date it was filed in the office of the County Clerk. A new Fictitious Business Name Statement must be filed prior to that date. Publish: ES Mountain Views News Dates Pub: July 6, 13, 20, 27, 2024 — [6, 389, 226, 530]
legal-notice — [232, 772, 453, 882]
notice-body: File No. 2024-126567 The following person(s) is (are) doing business as JSG PACKING. 1215 PENN MAR AVE, SOUTH EL MONTE, CA 91733. Full name of registrant(s) is (are) JOSE SANTOS GARCIA. This Business is conducted by: INDIVIDUAL. Signed: JOSE SANTOS GARCIA, OWNER. This statement was filed with the County Clerk of Los Angeles County on 06/14/2024. Publish: ES Mountain Views News Dates Pub: JUL 06, 13, 20, 27, 2024 — [909, 336, 1131, 417]
column-1 — [6, 72, 226, 2548]
notice-title: FICTITIOUS BUSINESS NAME STATEMENT — [458, 545, 630, 555]
notice-title: FICTITIOUS BUSINESS NAME STATEMENT — [231, 653, 404, 664]
legal-notice — [910, 985, 1131, 1065]
notice-body: File No. 2024-131157 The following person(s) is (are) doing business as GUADALAJARA DOMINIOS FULL SERVICE SALON. 3017 E BROADWAY BLVD, CA. Full name of registrant(s) is (are) ALEXANDRA TEBELLO, OWNER. This Business is conducted by: A GENERAL PARTNERSHIP. Signed: ALEJANDRA TEBELLO. This statement was filed with the County Clerk of Los Angeles County on 06/20/2024. NOTICE- This Fictitious Name Statement expires five years from the date it was filed in the office of the County Clerk. Publish: ES Mountain Views News Dates Pub: JUL 06, 1, 20, 27, 2024 — [458, 436, 679, 538]
legal-notice — [910, 228, 1131, 319]
notice-title: FICTITIOUS BUSINESS NAME STATEMENT — [458, 1138, 630, 1148]
legal-notice — [458, 783, 678, 893]
legal-notice — [1136, 690, 1356, 770]
notice-body: File No. 2024-117928 The following person(s) is (are) doing business as JRT TRANSPORT. 25 SW 11TH ST APT 8 ALHAMBRA, CA 90710. Full name of registrant(s) is (are) JOHN LEONARD TRUJILLO. This Business is conducted by: INDIVIDUAL. Signed: JOHN LEONARD TRUJILLO, OWNER. This statement was filed with the County Clerk of Los Angeles County on 05/29/2024. NOTICE- This Fictitious Name Statement expires five years from the date it was filed in the office of the County Clerk. Publish: ES Mountain Views News Dates Pub: JUL 06, 1, 20, 27, 2024 — [458, 792, 679, 893]
notice-body: File No. 2024-099576 The following person(s) is (are) doing business as HY ELECTRIC. 11680 RIVERA RD, WHITTIER, CA 90606. Full name of registrant(s) is (are) HUGO OSWALDO CACERES. This Business is conducted by: INDIVIDUAL. Signed: HUGO OSWALDO CACERES, OWNER. This statement was filed with the County Clerk of Los Angeles County on 05/08/2024. NOTICE- This Fictitious Name Statement expires five years from the date it was filed in the office of the County Clerk. Publish: ES Mountain Views News Dates Pub: June 15, 22, 29, July 6, 2024 — [684, 447, 904, 548]
notice-body: File No. 2024-118562 The following person(s) is (are) doing business as KEYS TAILOR SHOP. 1133 S ROBERTSON BLVD LOS ANGELES, CA 90035. Full name of registrant(s) is (are) HEIDY SOCUY CAMACHO GARCIA. This Business is conducted by: INDIVIDUAL. Signed: HEIDY SOCUY CAMACHO GARCIA, OWNER. This statement was filed with the County Clerk of Los Angeles County on 05/30/2024. Publish: ES Mountain Views News Dates Pub: June 15, 22, 29, July 6, 2024 — [684, 565, 904, 656]
notice-title: FICTITIOUS BUSINESS NAME STATEMENT — [6, 537, 178, 548]
notice-title: FICTITIOUS BUSINESS NAME STATEMENT — [458, 664, 630, 674]
legal-notice — [684, 871, 904, 971]
notice-body: File No. 2024131852 The following person(s) is (are) doing business as AG PROFESSIONAL HANDYMAN. 7631 MC NULTY AVE WINNETKA, CA 91306. Full name of registrant(s) is (are) ANTONIO GUARDADO LOPEZ. This Business is conducted by: INDIVIDUAL. Signed: ANTONIO GUARDADO LOPEZ, OWNER. This statement was filed with the County Clerk of Los Angeles County on 06/24/2024. NOTICE- This Fictitious Name Statement expires five years from the date it was filed in the office of the County Clerk. Publish: ES Mountain Views News Dates Pub: July 6, 13, 20, 27, 2024 — [6, 953, 226, 1054]
legal-notice — [910, 326, 1131, 417]
legal-notice — [6, 1428, 226, 1468]
